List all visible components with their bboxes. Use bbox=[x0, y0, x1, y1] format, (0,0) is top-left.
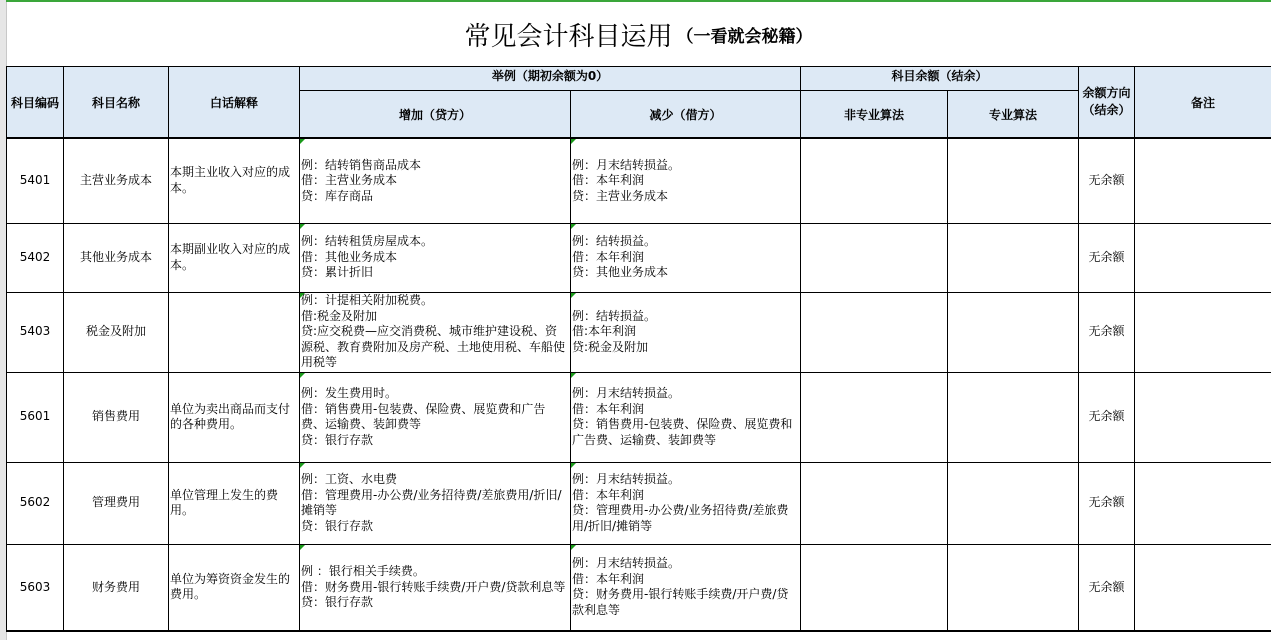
header-example[interactable]: 举例（期初余额为0） bbox=[300, 67, 801, 91]
nonpro-cell[interactable] bbox=[801, 372, 948, 462]
remark-cell[interactable] bbox=[1135, 544, 1271, 631]
nonpro-cell[interactable] bbox=[801, 462, 948, 544]
header-increase[interactable]: 增加（贷方） bbox=[300, 91, 571, 139]
decrease-cell[interactable]: 例：月末结转损益。 借：本年利润 贷：管理费用-办公费/业务招待费/差旅费用/折旧/摊销等 bbox=[571, 462, 801, 544]
increase-cell[interactable]: 例：结转租赁房屋成本。 借：其他业务成本 贷：累计折旧 bbox=[300, 223, 571, 292]
code-cell[interactable]: 5601 bbox=[7, 372, 64, 462]
table-row bbox=[7, 372, 1271, 462]
code-cell[interactable]: 5602 bbox=[7, 462, 64, 544]
decrease-cell[interactable]: 例：结转损益。 借:本年利润 贷:税金及附加 bbox=[571, 292, 801, 372]
decrease-cell[interactable]: 例：月末结转损益。 借：本年利润 贷：主营业务成本 bbox=[571, 138, 801, 223]
nonpro-cell[interactable] bbox=[801, 544, 948, 631]
name-cell[interactable]: 销售费用 bbox=[64, 372, 169, 462]
pro-cell[interactable] bbox=[948, 292, 1079, 372]
header-nonpro[interactable]: 非专业算法 bbox=[801, 91, 948, 139]
title-sub: （一看就会秘籍） bbox=[676, 26, 813, 47]
increase-cell[interactable]: 例 ：银行相关手续费。 借：财务费用-银行转账手续费/开户费/贷款利息等 贷：银行存款 bbox=[300, 544, 571, 631]
explain-cell[interactable] bbox=[169, 292, 300, 372]
header-code[interactable]: 科目编码 bbox=[7, 67, 64, 139]
table-row bbox=[7, 223, 1271, 292]
explain-cell[interactable]: 本期主业收入对应的成本。 bbox=[169, 138, 300, 223]
direction-cell[interactable]: 无余额 bbox=[1079, 223, 1135, 292]
sheet-title[interactable] bbox=[6, 2, 1271, 66]
header-decrease[interactable]: 减少（借方） bbox=[571, 91, 801, 139]
pro-cell[interactable] bbox=[948, 462, 1079, 544]
pro-cell[interactable] bbox=[948, 544, 1079, 631]
code-cell[interactable]: 5603 bbox=[7, 544, 64, 631]
table-row bbox=[7, 544, 1271, 631]
explain-cell[interactable]: 单位为卖出商品而支付的各种费用。 bbox=[169, 372, 300, 462]
direction-cell[interactable]: 无余额 bbox=[1079, 292, 1135, 372]
code-cell[interactable]: 5402 bbox=[7, 223, 64, 292]
table-row bbox=[7, 462, 1271, 544]
remark-cell[interactable] bbox=[1135, 462, 1271, 544]
header-direction[interactable]: 余额方向（结余） bbox=[1079, 67, 1135, 139]
remark-cell[interactable] bbox=[1135, 372, 1271, 462]
remark-cell[interactable] bbox=[1135, 223, 1271, 292]
nonpro-cell[interactable] bbox=[801, 223, 948, 292]
header-name[interactable]: 科目名称 bbox=[64, 67, 169, 139]
increase-cell[interactable]: 例：发生费用时。 借：销售费用-包装费、保险费、展览费和广告费、运输费、装卸费等 贷：银行存款 bbox=[300, 372, 571, 462]
name-cell[interactable]: 财务费用 bbox=[64, 544, 169, 631]
nonpro-cell[interactable] bbox=[801, 138, 948, 223]
title-main: 常见会计科目运用 bbox=[464, 21, 673, 52]
name-cell[interactable]: 管理费用 bbox=[64, 462, 169, 544]
decrease-cell[interactable]: 例：结转损益。 借：本年利润 贷：其他业务成本 bbox=[571, 223, 801, 292]
remark-cell[interactable] bbox=[1135, 292, 1271, 372]
nonpro-cell[interactable] bbox=[801, 292, 948, 372]
name-cell[interactable]: 其他业务成本 bbox=[64, 223, 169, 292]
name-cell[interactable]: 主营业务成本 bbox=[64, 138, 169, 223]
explain-cell[interactable]: 单位为筹资资金发生的费用。 bbox=[169, 544, 300, 631]
remark-cell[interactable] bbox=[1135, 138, 1271, 223]
explain-cell[interactable]: 单位管理上发生的费用。 bbox=[169, 462, 300, 544]
increase-cell[interactable]: 例：结转销售商品成本 借：主营业务成本 贷：库存商品 bbox=[300, 138, 571, 223]
code-cell[interactable]: 5401 bbox=[7, 138, 64, 223]
explain-cell[interactable]: 本期副业收入对应的成本。 bbox=[169, 223, 300, 292]
direction-cell[interactable]: 无余额 bbox=[1079, 372, 1135, 462]
code-cell[interactable]: 5403 bbox=[7, 292, 64, 372]
pro-cell[interactable] bbox=[948, 372, 1079, 462]
accounts-table bbox=[6, 66, 1271, 632]
direction-cell[interactable]: 无余额 bbox=[1079, 138, 1135, 223]
pro-cell[interactable] bbox=[948, 138, 1079, 223]
decrease-cell[interactable]: 例：月末结转损益。 借：本年利润 贷：财务费用-银行转账手续费/开户费/贷款利息等 bbox=[571, 544, 801, 631]
table-row bbox=[7, 292, 1271, 372]
header-explain[interactable]: 白话解释 bbox=[169, 67, 300, 139]
pro-cell[interactable] bbox=[948, 223, 1079, 292]
header-pro[interactable]: 专业算法 bbox=[948, 91, 1079, 139]
direction-cell[interactable]: 无余额 bbox=[1079, 544, 1135, 631]
decrease-cell[interactable]: 例：月末结转损益。 借：本年利润 贷：销售费用-包装费、保险费、展览费和广告费、运输费、装卸费等 bbox=[571, 372, 801, 462]
table-row bbox=[7, 138, 1271, 223]
name-cell[interactable]: 税金及附加 bbox=[64, 292, 169, 372]
increase-cell[interactable]: 例：工资、水电费 借：管理费用-办公费/业务招待费/差旅费用/折旧/摊销等 贷：银行存款 bbox=[300, 462, 571, 544]
direction-cell[interactable]: 无余额 bbox=[1079, 462, 1135, 544]
header-remark[interactable]: 备注 bbox=[1135, 67, 1271, 139]
header-balance[interactable]: 科目余额（结余） bbox=[801, 67, 1079, 91]
increase-cell[interactable]: 例：计提相关附加税费。 借:税金及附加 贷:应交税费—应交消费税、城市维护建设税、资源税、教育费附加及房产税、土地使用税、车船使用税等 bbox=[300, 292, 571, 372]
